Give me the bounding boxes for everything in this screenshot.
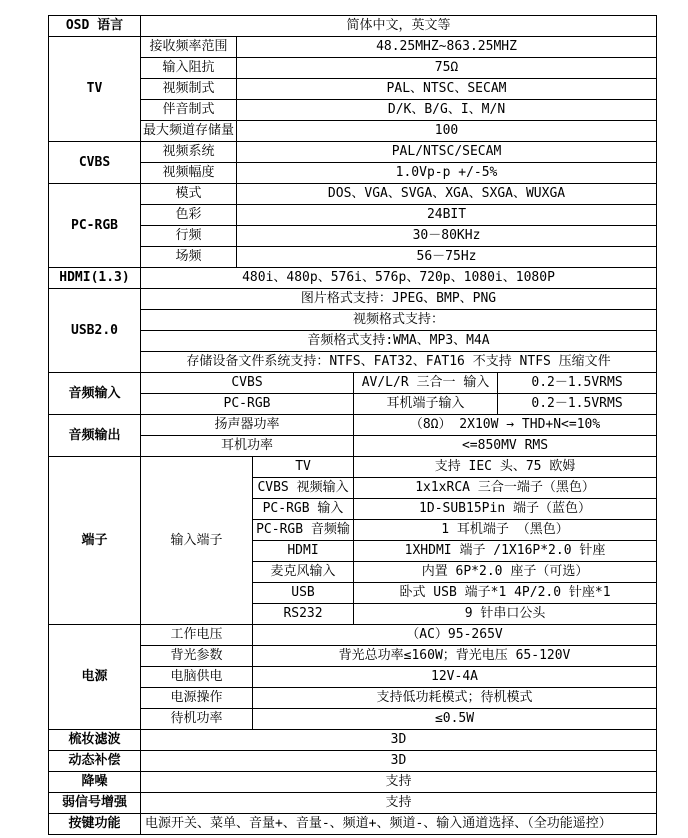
table-row [49,79,657,100]
spec-value-cell: 75Ω [237,58,657,79]
spec-sublabel-cell: HDMI [253,541,354,562]
spec-value-cell: <=850MV RMS [354,436,657,457]
spec-value-cell: 1 耳机端子 （黑色） [354,520,657,541]
spec-value-cell: 电源开关、菜单、音量+、音量-、频道+、频道-、输入通道选择、（全功能遥控） [141,814,657,835]
table-row [49,373,657,394]
table-row [49,100,657,121]
spec-group-cell: HDMI(1.3) [49,268,141,289]
table-row [49,247,657,268]
spec-value-cell: 48.25MHZ~863.25MHZ [237,37,657,58]
spec-group-cell: 电源 [49,625,141,730]
spec-label-cell: 伴音制式 [141,100,237,121]
spec-value-cell: 480i、480p、576i、576p、720p、1080i、1080P [141,268,657,289]
spec-label-cell: 待机功率 [141,709,253,730]
spec-value-cell: 背光总功率≤160W；背光电压 65-120V [253,646,657,667]
spec-value-cell: 1D-SUB15Pin 端子（蓝色） [354,499,657,520]
spec-label-cell: 接收频率范围 [141,37,237,58]
spec-label-cell: 最大频道存储量 [141,121,237,142]
spec-label-cell: PC-RGB [141,394,354,415]
spec-value-cell: D/K、B/G、I、M/N [237,100,657,121]
spec-group-cell: 按键功能 [49,814,141,835]
spec-sublabel-cell: CVBS 视频输入 [253,478,354,499]
spec-table [48,15,657,835]
spec-group-cell: 音频输出 [49,415,141,457]
spec-value-cell: 支持 IEC 头、75 欧姆 [354,457,657,478]
spec-label-cell: 耳机功率 [141,436,354,457]
table-row [49,331,657,352]
table-row [49,184,657,205]
table-row [49,58,657,79]
spec-group-cell: 动态补偿 [49,751,141,772]
spec-group-cell: CVBS [49,142,141,184]
spec-group-cell: 音频输入 [49,373,141,415]
table-row [49,16,657,37]
spec-label-cell: CVBS [141,373,354,394]
spec-value-cell: （AC）95-265V [253,625,657,646]
spec-label-cell: 工作电压 [141,625,253,646]
spec-sublabel-cell: RS232 [253,604,354,625]
spec-group-cell: PC-RGB [49,184,141,268]
spec-value-cell: 30－80KHz [237,226,657,247]
spec-value-cell: 图片格式支持：JPEG、BMP、PNG [141,289,657,310]
spec-value-cell: 支持 [141,793,657,814]
table-row [49,394,657,415]
spec-value-cell: 1x1xRCA 三合一端子（黑色） [354,478,657,499]
spec-value-cell: PAL、NTSC、SECAM [237,79,657,100]
spec-label-cell: 视频幅度 [141,163,237,184]
table-row [49,646,657,667]
spec-label-cell: 场频 [141,247,237,268]
spec-value-cell: 简体中文，英文等 [141,16,657,37]
table-row [49,772,657,793]
table-row [49,352,657,373]
spec-value-cell: 视频格式支持： [141,310,657,331]
spec-label-cell: 输入端子 [141,457,253,625]
spec-sublabel-cell: 耳机端子输入 [354,394,498,415]
table-row [49,163,657,184]
spec-label-cell: 扬声器功率 [141,415,354,436]
table-row [49,268,657,289]
spec-value-cell: DOS、VGA、SVGA、XGA、SXGA、WUXGA [237,184,657,205]
table-row [49,751,657,772]
spec-label-cell: 电脑供电 [141,667,253,688]
table-row [49,730,657,751]
table-row [49,310,657,331]
spec-label-cell: 背光参数 [141,646,253,667]
spec-label-cell: 行频 [141,226,237,247]
spec-group-cell: USB2.0 [49,289,141,373]
spec-label-cell: 视频系统 [141,142,237,163]
spec-value-cell: 音频格式支持:WMA、MP3、M4A [141,331,657,352]
spec-value-cell: 3D [141,730,657,751]
table-row [49,205,657,226]
table-row [49,625,657,646]
spec-value-cell: 0.2－1.5VRMS [498,373,657,394]
spec-value-cell: 支持低功耗模式；待机模式 [253,688,657,709]
spec-label-cell: 视频制式 [141,79,237,100]
spec-value-cell: 3D [141,751,657,772]
table-row [49,121,657,142]
table-row [49,226,657,247]
spec-value-cell: 内置 6P*2.0 座子（可选） [354,562,657,583]
spec-sublabel-cell: USB [253,583,354,604]
spec-sublabel-cell: PC-RGB 输入 [253,499,354,520]
table-row [49,793,657,814]
spec-value-cell: 卧式 USB 端子*1 4P/2.0 针座*1 [354,583,657,604]
spec-label-cell: 色彩 [141,205,237,226]
spec-group-cell: 梳妆滤波 [49,730,141,751]
spec-value-cell: 24BIT [237,205,657,226]
table-row [49,709,657,730]
spec-label-cell: 电源操作 [141,688,253,709]
spec-value-cell: 1XHDMI 端子 /1X16P*2.0 针座 [354,541,657,562]
spec-label-cell: 模式 [141,184,237,205]
spec-group-cell: OSD 语言 [49,16,141,37]
table-row [49,289,657,310]
table-row [49,436,657,457]
table-row [49,688,657,709]
spec-sublabel-cell: PC-RGB 音频输 [253,520,354,541]
spec-group-cell: 弱信号增强 [49,793,141,814]
spec-group-cell: 降噪 [49,772,141,793]
spec-sublabel-cell: AV/L/R 三合一 输入 [354,373,498,394]
table-row [49,142,657,163]
spec-group-cell: TV [49,37,141,142]
table-row [49,415,657,436]
spec-value-cell: 9 针串口公头 [354,604,657,625]
spec-value-cell: （8Ω） 2X10W → THD+N<=10% [354,415,657,436]
table-row [49,667,657,688]
spec-value-cell: PAL/NTSC/SECAM [237,142,657,163]
table-row [49,814,657,835]
spec-value-cell: 1.0Vp-p +/-5% [237,163,657,184]
spec-value-cell: ≤0.5W [253,709,657,730]
table-row [49,37,657,58]
spec-sublabel-cell: TV [253,457,354,478]
spec-value-cell: 100 [237,121,657,142]
table-row [49,457,657,478]
spec-value-cell: 56－75Hz [237,247,657,268]
spec-value-cell: 支持 [141,772,657,793]
spec-value-cell: 存储设备文件系统支持：NTFS、FAT32、FAT16 不支持 NTFS 压缩文件 [141,352,657,373]
spec-label-cell: 输入阻抗 [141,58,237,79]
spec-group-cell: 端子 [49,457,141,625]
spec-value-cell: 0.2－1.5VRMS [498,394,657,415]
spec-sublabel-cell: 麦克风输入 [253,562,354,583]
spec-value-cell: 12V-4A [253,667,657,688]
